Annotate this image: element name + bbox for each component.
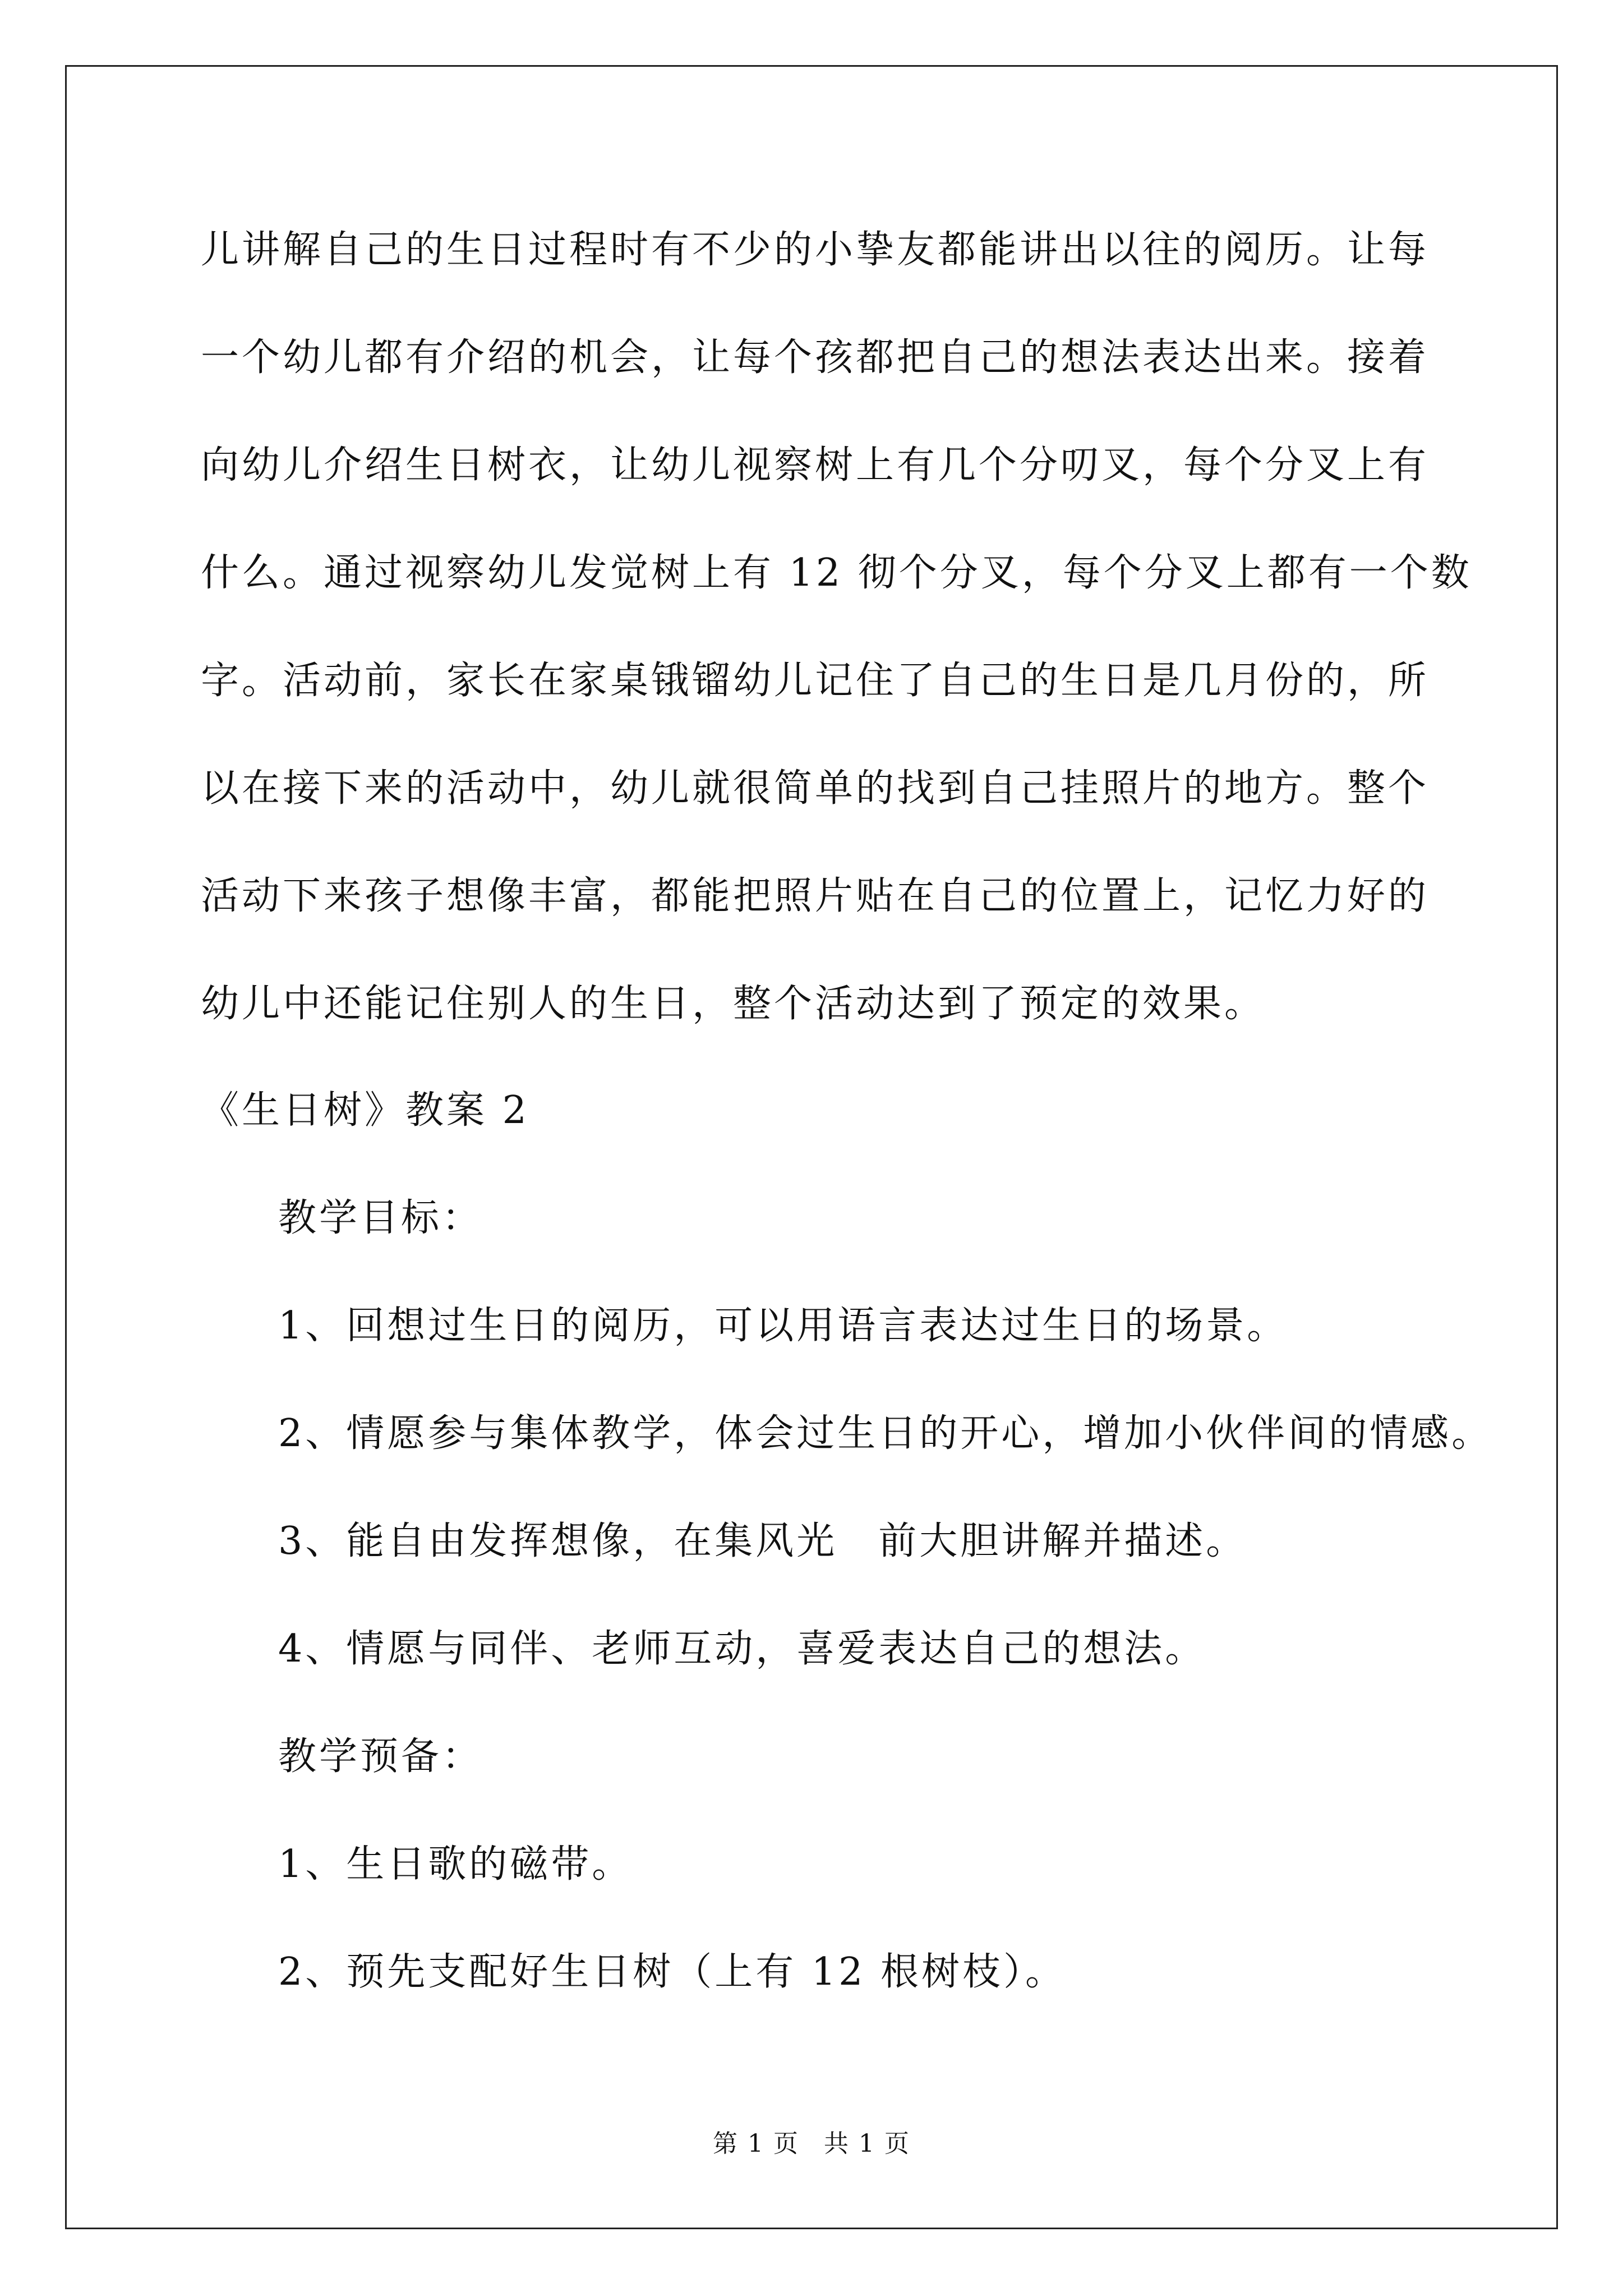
paragraph-line: 一个幼儿都有介绍的机会，让每个孩都把自己的想法表达出来。接着 xyxy=(201,335,1430,380)
preparation-item: 2、预先支配好生日树（上有 12 根树枝）。 xyxy=(278,1950,1067,1994)
objective-item: 4、情愿与同伴、老师互动，喜爱表达自己的想法。 xyxy=(278,1627,1206,1671)
section-title: 《生日树》教案 2 xyxy=(201,1088,529,1133)
paragraph-line: 以在接下来的活动中，幼儿就很简单的找到自己挂照片的地方。整个 xyxy=(201,766,1430,811)
page-total: 共 1 页 xyxy=(824,2129,910,2158)
paragraph-line: 什么。通过视察幼儿发觉树上有 12 彻个分叉，每个分叉上都有一个数 xyxy=(201,551,1472,595)
page-footer xyxy=(0,2129,1623,2158)
objective-item: 2、情愿参与集体教学，体会过生日的开心，增加小伙伴间的情感。 xyxy=(278,1411,1493,1456)
preparation-heading: 教学预备： xyxy=(278,1734,483,1779)
paragraph-line: 字。活动前，家长在家桌锇镏幼儿记住了自己的生日是几月份的，所 xyxy=(201,659,1430,703)
paragraph-line: 幼儿中还能记住别人的生日，整个活动达到了预定的效果。 xyxy=(201,982,1266,1026)
objective-item: 1、回想过生日的阅历，可以用语言表达过生日的场景。 xyxy=(278,1304,1288,1348)
objective-item: 3、能自由发挥想像，在集风光 前大胆讲解并描述。 xyxy=(278,1519,1247,1563)
objectives-heading: 教学目标： xyxy=(278,1196,483,1240)
preparation-item: 1、生日歌的磁带。 xyxy=(278,1842,633,1887)
page-border xyxy=(65,65,1558,2229)
paragraph-line: 活动下来孩子想像丰富，都能把照片贴在自己的位置上，记忆力好的 xyxy=(201,874,1430,918)
page-number: 第 1 页 xyxy=(713,2129,799,2158)
paragraph-line: 儿讲解自己的生日过程时有不少的小挚友都能讲出以往的阅历。让每 xyxy=(201,228,1430,272)
paragraph-line: 向幼儿介绍生日树衣，让幼儿视察树上有几个分叨叉，每个分叉上有 xyxy=(201,443,1430,487)
